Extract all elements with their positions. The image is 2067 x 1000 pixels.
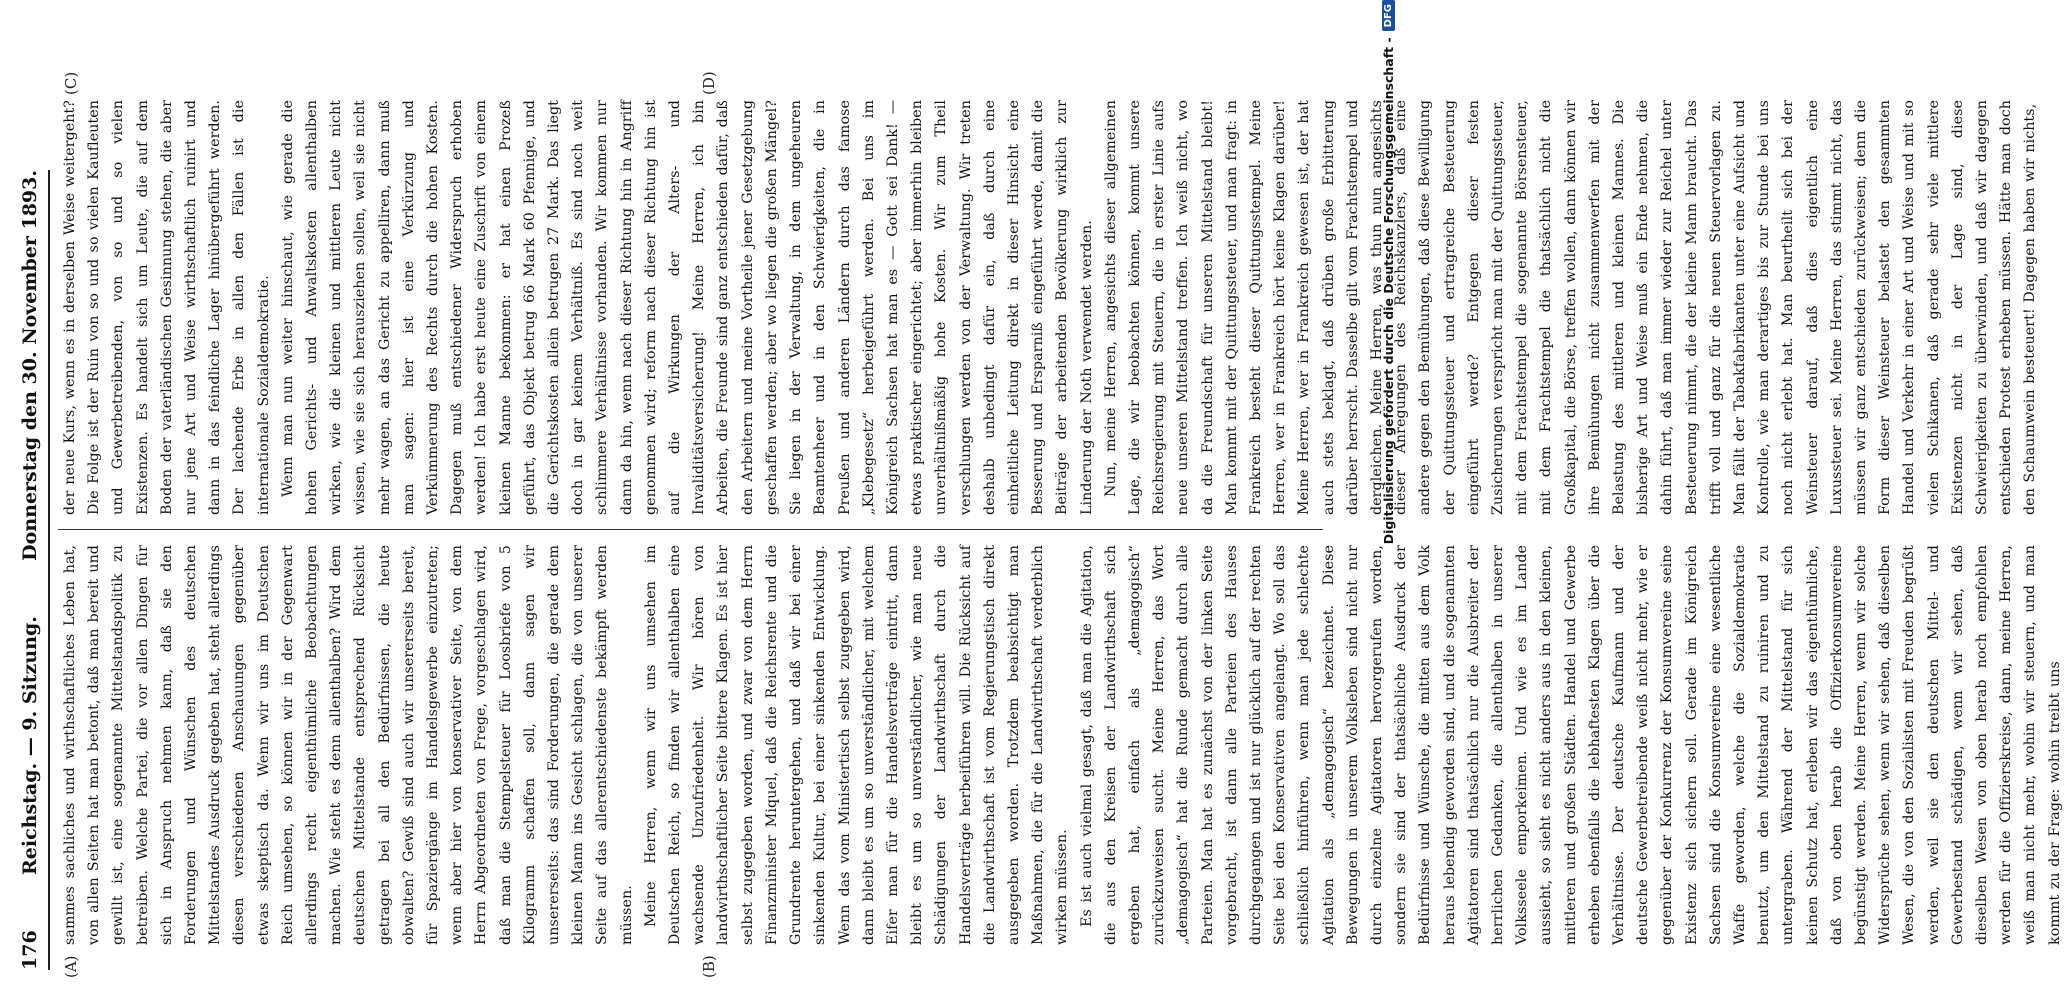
running-header [12,170,50,970]
session-date: Donnerstag den 30. November 1893. [19,170,41,561]
margin-marker-c: (C) [62,71,80,95]
paragraph: Meine Herren, wenn wir uns umsehen im Deutschen Reich, so finden wir allenthalben eine wachsende Unzufriedenheit. Wir hören von landwirthschaftlicher Seite bittere Klagen. Es ist hier selbst zugegeben worden, und zwar von dem Herrn Finanzminister Miquel, daß die Reichsrente und die Grundrente heruntergehen, und daß wir bei einer sinkenden Kultur, bei einer sinkenden Entwicklung. Wenn das vom Ministertisch selbst zugegeben wird, dann bleibt es um so unverständlicher, mit welchem Eifer man für die Handelsverträge eintritt, dann bleibt es um so unverständlicher, wie man neue Schädigungen der Landwirthschaft durch die Handelsverträge herbeiführen will. Die Rücksicht auf die Landwirthschaft ist vom Regierungstisch direkt ausgegeben worden. Trotzdem beabsichtigt man Maßnahmen, die für die Landwirthschaft verderblich wirken müssen. [642,545,1071,945]
page-number: 176 [19,930,41,970]
credit-text: Digitalisierung gefördert durch die Deutsche Forschungsgemeinschaft - [1380,37,1396,545]
paragraph: Wenn man nun weiter hinschaut, wie gerade die hohen Gerichts- und Anwaltskosten allenthalben wirken, wie die kleinen und mittleren Leute nicht wissen, wie sie sich herausziehen sollen, weil sie nicht mehr wagen, an das Gericht zu appelliren, dann muß man sagen: hier ist eine Verkürzung und Verkümmerung des Rechts durch die hohen Kosten. Dagegen muß entschiedener Widerspruch erhoben werden! Ich habe erst heute eine Zuschrift von einem kleinen Manne bekommen: er hat einen Prozeß geführt, das Objekt betrug 66 Mark 60 Pfennige, und die Gerichtskosten allein betrugen 27 Mark. Das liegt doch in gar keinem Verhältniß. Es sind noch weit schlimmere Verhältnisse vorhanden. Wir kommen nur dann da hin, wenn nach dieser Richtung hin in Angriff genommen wird; reform nach dieser Richtung hin ist auf die Wirkungen der Alters- und Invaliditätsversicherung! Meine Herren, ich bin Arbeiten, die Freunde sind ganz entschieden dafür, daß den Arbeitern und meine Vortheile jener Gesetzgebung geschaffen werden; aber wo liegen die großen Mängel? Sie liegen in der Verwaltung, in dem ungeheuren Beamtenheer und in den Schwierigkeiten, die in Preußen und anderen Ländern durch das famose „Klebegesetz“ herbeigeführt werden. Bei uns im Königreich Sachsen hat man es — Gott sei Dank! — etwas praktischer eingerichtet; aber immerhin bleiben unverhältnißmäßig hohe Kosten. Wir zum Theil verschlungen werden von der Verwaltung. Wir treten deshalb unbedingt dafür ein, daß durch eine einheitliche Leitung direkt in dieser Hinsicht eine Besserung und Ersparniß eingeführt werde, damit die Beiträge der arbeitenden Bevölkerung wirklich zur Linderung der Noth verwendet werden. [279,100,1095,515]
dfg-logo: DFG [1382,0,1395,31]
digitization-credit [1378,0,1398,960]
paragraph: Es ist auch vielmal gesagt, daß man die Agitation, die aus den Kreisen der Landwirthschaft sich ergeben hat, einfach als „demagogisch“ zurückzuweisen sucht. Meine Herren, das Wort „demagogisch“ hat die Runde gemacht durch alle Parteien. Man hat es zunächst von der linken Seite vorgebracht, ist dann alle Parteien des Hauses durchgegangen und ist nur glücklich auf der rechten Seite bei den Konservativen angelangt. Wo soll das schließlich hinführen, wenn man jede schlechte Agitation als „demagogisch“ bezeichnet. Diese Bewegungen in unserem Volksleben sind nicht nur durch einzelne Agitatoren hervorgerufen worden, sondern sie sind der thatsächliche Ausdruck der Bedürfnisse und Wünsche, die mitten aus dem Volk heraus lebendig geworden sind, und die sogenannten Agitatoren sind thatsächlich nur die Ausbreiter der herrlichen Gedanken, die allenthalben in unserer Volksseele emporkeimen. Und wie es im Lande aussieht, so sieht es nicht anders aus in den kleinen, mittleren und großen Städten. Handel und Gewerbe erheben ebenfalls die lebhaftesten Klagen über die Verhältnisse. Der deutsche Kaufmann und der deutsche Gewerbetreibende weiß nicht mehr, wie er gegenüber der Konkurrenz der Konsumvereine seine Existenz sich sichern soll. Gerade im Königreich Sachsen sind die Konsumvereine eine wesentliche Waffe geworden, welche die Sozialdemokratie benutzt, um den Mittelstand zu ruiniren und zu untergraben. Während der Mittelstand für sich keinen Schutz hat, erleben wir das eigenthümliche, daß von oben herab die Offizierkonsumvereine begünstigt werden. Meine Herren, wenn wir solche Widersprüche sehen, wenn wir sehen, daß dieselben Wesen, die von den Sozialisten mit Freuden begrüßt werden, weil sie den deutschen Mittel- und Gewerbestand schädigen, wenn wir sehen, daß dieselben Wesen von oben herab noch empfohlen werden für die Offizierskreise, dann, meine Herren, weiß man nicht mehr, wohin wir steuern, und man kommt zu der Frage: wohin treibt uns [1078,545,2063,945]
session-title: Reichstag. — 9. Sitzung. [19,616,41,876]
paragraph: Nun, meine Herren, angesichts dieser allgemeinen Lage, die wir beobachten können, kommt unsere Reichsregierung mit Steuern, die in erster Linie aufs neue unseren Mittelstand treffen. Ich weiß nicht, wo da die Freundschaft für unseren Mittelstand bleibt! Man kommt mit der Quittungssteuer, und man fragt: in Frankreich besteht dieser Quittungsstempel. Meine Herren, wer in Frankreich hört keine Klagen darüber! Meine Herren, wer in Frankreich gewesen ist, der hat auch stets beklagt, daß drüben große Erbitterung darüber herrscht. Dasselbe gilt vom Frachtstempel und dergleichen. Meine Herren, was thun nun angesichts dieser Anregungen des Reichskanzlers, daß eine andere gegen den Bemühungen, daß diese Bewilligung der Quittungssteuer und ertragreiche Besteuerung eingeführt werde? Entgegen dieser festen Zusicherungen verspricht man mit der Quittungssteuer, mit dem Frachtstempel die sogenannte Börsensteuer, mit dem Frachtstempel die thatsächlich nicht die Großkapital, die Börse, treffen wollen, dann können wir ihre Bemühungen nicht zusammenwerfen mit der Belastung des mittleren und kleinen Mannes. Die bisherige Art und Weise muß ein Ende nehmen, die dahin führt, daß man immer wieder zur Reichel unter Besteuerung nimmt, die der kleine Mann braucht. Das trifft voll und ganz für die neuen Steuervorlagen zu. Man fällt der Tabakfabrikanten unter eine Aufsicht und Kontrolle, wie man derartiges bis zur Stunde bei uns noch nicht erlebt hat. Man beurtheilt sich bei der Weinsteuer darauf, daß dies eigentlich eine Luxussteuer sei. Meine Herren, das stimmt nicht, das müssen wir ganz entschieden zurückweisen; denn die Form dieser Weinsteuer belastet den gesammten Handel und Verkehr in einer Art und Weise und mit so vielen Schikanen, daß gerade sehr viele mittlere Existenzen nicht in der Lage sind, diese Schwierigkeiten zu überwinden, und daß wir dagegen entschieden Protest erheben müssen. Hätte man doch den Schaumwein besteuert! Dagegen haben wir nichts, [1102,100,2039,515]
paragraph: sammes sachliches und wirthschaftliches Leben hat, von allen Seiten hat man betont, daß man bereit und gewillt ist, eine sogenannte Mittelstandspolitik zu betreiben. Welche Partei, die vor allen Dingen für sich in Anspruch nehmen kann, daß sie den Forderungen und Wünschen des deutschen Mittelstandes Ausdruck gegeben hat, steht allerdings diesen verschiedenen Anschauungen gegenüber etwas skeptisch da. Wenn wir uns im Deutschen Reich umsehen, so können wir in der Gegenwart allerdings recht eigenthümliche Beobachtungen machen. Wie steht es denn allenthalben? Wird dem deutschen Mittelstande entsprechend Rücksicht getragen bei all den Bedürfnissen, die heute obwalten? Gewiß sind auch wir unsererseits bereit, für Spaziergänge im Handelsgewerbe einzutreten; wenn aber hier von konservativer Seite, von dem Herrn Abgeordneten von Frege, vorgeschlagen wird, daß man die Stempelsteuer für Loosbriefe von 5 Kilogramm schaffen soll, dann sagen wir unsererseits: das sind Forderungen, die gerade dem kleinen Mann ins Gesicht schlagen, die von unserer Seite auf das allerentschiedenste bekämpft werden müssen. [62,545,635,945]
margin-marker-d: (D) [700,71,718,95]
margin-marker-b: (B) [700,955,718,978]
margin-marker-a: (A) [62,955,80,978]
text-column-left [58,545,2063,945]
column-divider [58,529,1323,530]
paragraph: der neue Kurs, wenn es in derselben Weise weitergeht? Die Folge ist der Ruin von so und so vielen Kaufleuten und Gewerbetreibenden, von so und so vielen Existenzen. Es handelt sich um Leute, die auf dem Boden der vaterländischen Gesinnung stehen, die aber nur jene Art und Weise wirthschaftlich ruinirt und dann in das feindliche Lager hinübergeführt werden. Der lachende Erbe in allen den Fällen ist die internationale Sozialdemokratie. [62,100,272,515]
